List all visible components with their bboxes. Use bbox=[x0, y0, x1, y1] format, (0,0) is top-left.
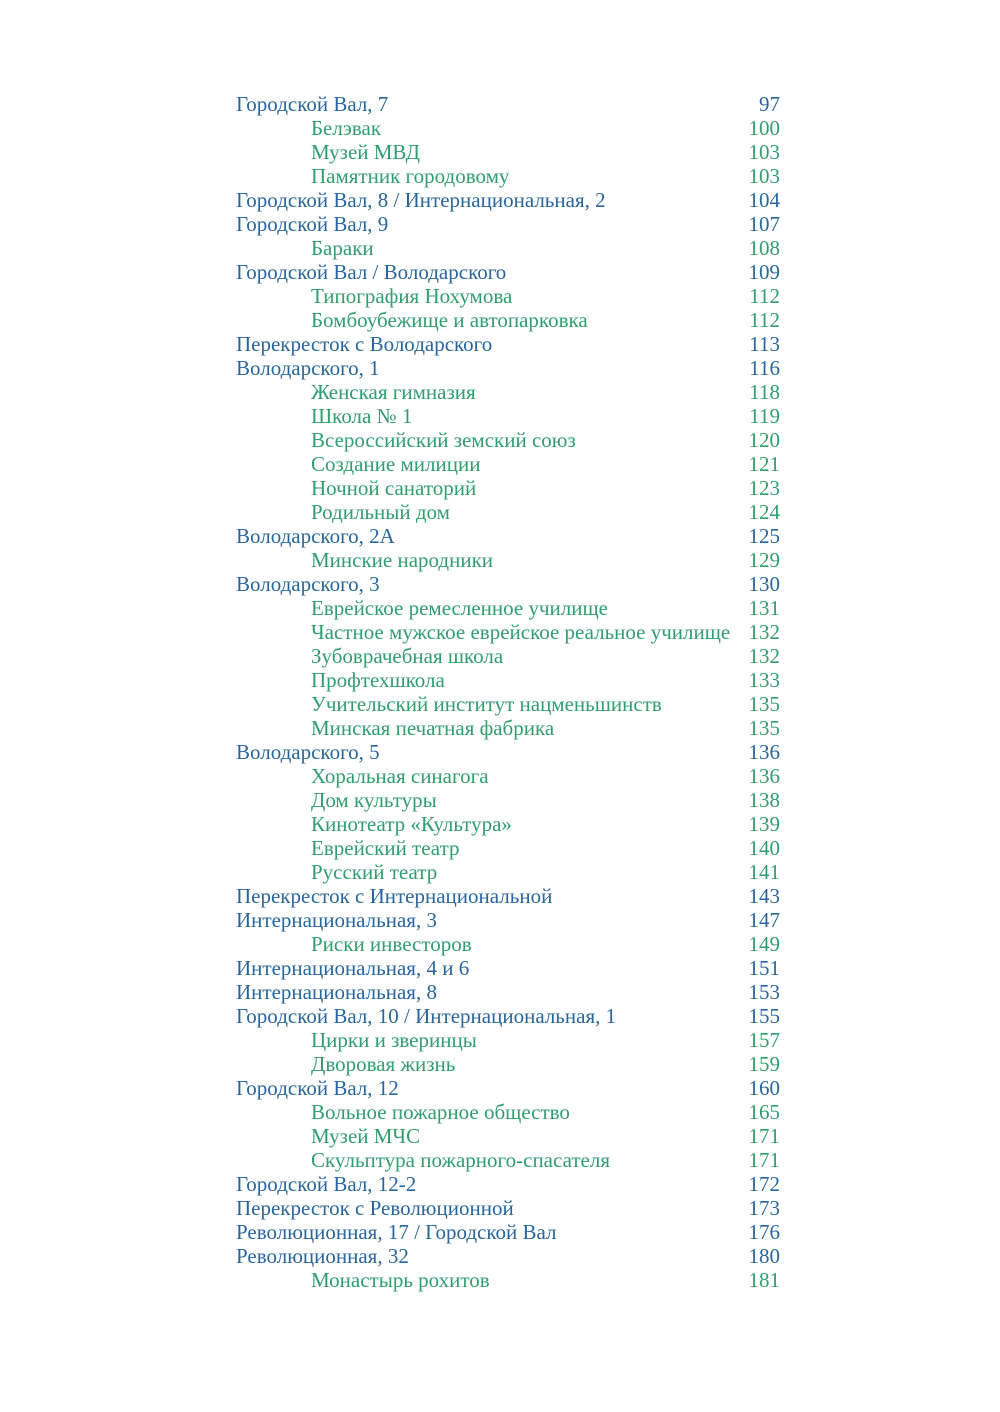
toc-row bbox=[236, 500, 780, 524]
toc-row bbox=[236, 932, 780, 956]
toc-entry-label: Минские народники bbox=[311, 548, 494, 572]
toc-entry-page-number: 109 bbox=[748, 260, 780, 284]
toc-entry-label: Перекресток с Революционной bbox=[236, 1196, 514, 1220]
toc-row bbox=[236, 116, 780, 140]
toc-entry-page-number: 130 bbox=[748, 572, 780, 596]
toc-list bbox=[236, 92, 780, 1292]
toc-entry-page-number: 138 bbox=[748, 788, 780, 812]
toc-entry-page-number: 136 bbox=[748, 740, 780, 764]
toc-entry-label: Городской Вал, 9 bbox=[236, 212, 389, 236]
toc-entry-label: Монастырь рохитов bbox=[311, 1268, 490, 1292]
toc-entry-page-number: 160 bbox=[748, 1076, 780, 1100]
toc-row bbox=[236, 1148, 780, 1172]
toc-entry-page-number: 165 bbox=[748, 1100, 780, 1124]
toc-entry-page-number: 180 bbox=[748, 1244, 780, 1268]
toc-entry-label: Белэвак bbox=[311, 116, 382, 140]
toc-entry-label: Перекресток с Интернациональной bbox=[236, 884, 553, 908]
toc-entry-page-number: 112 bbox=[749, 308, 780, 332]
toc-entry-label: Бомбоубежище и автопарковка bbox=[311, 308, 588, 332]
toc-row bbox=[236, 860, 780, 884]
toc-row bbox=[236, 1028, 780, 1052]
toc-row bbox=[236, 164, 780, 188]
toc-entry-label: Еврейское ремесленное училище bbox=[311, 596, 608, 620]
toc-row bbox=[236, 572, 780, 596]
toc-row bbox=[236, 1220, 780, 1244]
toc-entry-page-number: 123 bbox=[748, 476, 780, 500]
toc-entry-label: Русский театр bbox=[311, 860, 438, 884]
toc-entry-label: Типография Нохумова bbox=[311, 284, 513, 308]
toc-entry-page-number: 171 bbox=[748, 1148, 780, 1172]
toc-entry-page-number: 104 bbox=[748, 188, 780, 212]
toc-entry-label: Интернациональная, 4 и 6 bbox=[236, 956, 470, 980]
toc-row bbox=[236, 596, 780, 620]
toc-entry-page-number: 149 bbox=[748, 932, 780, 956]
toc-entry-label: Ночной санаторий bbox=[311, 476, 477, 500]
toc-row bbox=[236, 836, 780, 860]
toc-entry-label: Бараки bbox=[311, 236, 374, 260]
toc-row bbox=[236, 308, 780, 332]
toc-entry-label: Дом культуры bbox=[311, 788, 437, 812]
toc-entry-page-number: 157 bbox=[748, 1028, 780, 1052]
toc-entry-label: Учительский институт нацменьшинств bbox=[311, 692, 662, 716]
toc-row bbox=[236, 380, 780, 404]
toc-entry-page-number: 147 bbox=[748, 908, 780, 932]
toc-entry-page-number: 135 bbox=[748, 716, 780, 740]
toc-row bbox=[236, 332, 780, 356]
toc-row bbox=[236, 188, 780, 212]
toc-entry-label: Музей МВД bbox=[311, 140, 420, 164]
toc-entry-page-number: 129 bbox=[748, 548, 780, 572]
toc-entry-label: Городской Вал, 12 bbox=[236, 1076, 399, 1100]
toc-entry-label: Володарского, 2А bbox=[236, 524, 395, 548]
toc-entry-page-number: 140 bbox=[748, 836, 780, 860]
toc-row bbox=[236, 620, 780, 644]
toc-row bbox=[236, 908, 780, 932]
toc-entry-label: Школа № 1 bbox=[311, 404, 413, 428]
toc-entry-page-number: 120 bbox=[748, 428, 780, 452]
toc-entry-label: Памятник городовому bbox=[311, 164, 510, 188]
toc-entry-page-number: 132 bbox=[748, 620, 780, 644]
toc-entry-page-number: 143 bbox=[748, 884, 780, 908]
toc-entry-page-number: 131 bbox=[748, 596, 780, 620]
toc-entry-page-number: 139 bbox=[748, 812, 780, 836]
toc-row bbox=[236, 1004, 780, 1028]
toc-entry-page-number: 103 bbox=[748, 164, 780, 188]
toc-entry-page-number: 103 bbox=[748, 140, 780, 164]
toc-row bbox=[236, 716, 780, 740]
toc-row bbox=[236, 356, 780, 380]
toc-row bbox=[236, 476, 780, 500]
toc-row bbox=[236, 284, 780, 308]
toc-row bbox=[236, 140, 780, 164]
toc-entry-label: Музей МЧС bbox=[311, 1124, 421, 1148]
toc-row bbox=[236, 644, 780, 668]
toc-entry-page-number: 141 bbox=[748, 860, 780, 884]
toc-entry-page-number: 135 bbox=[748, 692, 780, 716]
toc-entry-label: Хоральная синагога bbox=[311, 764, 489, 788]
toc-row bbox=[236, 236, 780, 260]
toc-entry-label: Цирки и зверинцы bbox=[311, 1028, 477, 1052]
toc-entry-label: Революционная, 17 / Городской Вал bbox=[236, 1220, 557, 1244]
toc-entry-page-number: 176 bbox=[748, 1220, 780, 1244]
toc-entry-label: Кинотеатр «Культура» bbox=[311, 812, 512, 836]
toc-entry-page-number: 112 bbox=[749, 284, 780, 308]
toc-entry-page-number: 172 bbox=[748, 1172, 780, 1196]
toc-entry-page-number: 113 bbox=[749, 332, 780, 356]
toc-entry-label: Профтехшкола bbox=[311, 668, 445, 692]
toc-entry-label: Городской Вал, 7 bbox=[236, 92, 389, 116]
toc-entry-label: Перекресток с Володарского bbox=[236, 332, 493, 356]
toc-row bbox=[236, 788, 780, 812]
toc-row bbox=[236, 260, 780, 284]
toc-entry-label: Еврейский театр bbox=[311, 836, 460, 860]
toc-entry-label: Минская печатная фабрика bbox=[311, 716, 555, 740]
toc-row bbox=[236, 524, 780, 548]
toc-row bbox=[236, 1244, 780, 1268]
toc-entry-page-number: 108 bbox=[748, 236, 780, 260]
toc-row bbox=[236, 980, 780, 1004]
toc-row bbox=[236, 92, 780, 116]
toc-entry-label: Скульптура пожарного-спасателя bbox=[311, 1148, 610, 1172]
toc-entry-page-number: 155 bbox=[748, 1004, 780, 1028]
toc-entry-label: Городской Вал, 10 / Интернациональная, 1 bbox=[236, 1004, 617, 1028]
toc-entry-page-number: 97 bbox=[759, 92, 780, 116]
toc-entry-label: Родильный дом bbox=[311, 500, 450, 524]
toc-row bbox=[236, 212, 780, 236]
toc-entry-page-number: 181 bbox=[748, 1268, 780, 1292]
toc-entry-label: Городской Вал / Володарского bbox=[236, 260, 507, 284]
toc-entry-label: Володарского, 3 bbox=[236, 572, 380, 596]
toc-entry-page-number: 159 bbox=[748, 1052, 780, 1076]
toc-row bbox=[236, 1052, 780, 1076]
toc-entry-label: Зубоврачебная школа bbox=[311, 644, 504, 668]
toc-entry-page-number: 133 bbox=[748, 668, 780, 692]
toc-entry-page-number: 151 bbox=[748, 956, 780, 980]
toc-row bbox=[236, 764, 780, 788]
toc-entry-label: Интернациональная, 8 bbox=[236, 980, 437, 1004]
toc-entry-label: Создание милиции bbox=[311, 452, 481, 476]
toc-row bbox=[236, 1124, 780, 1148]
toc-row bbox=[236, 812, 780, 836]
toc-entry-label: Женская гимназия bbox=[311, 380, 476, 404]
toc-row bbox=[236, 1100, 780, 1124]
toc-row bbox=[236, 884, 780, 908]
toc-row bbox=[236, 692, 780, 716]
toc-entry-page-number: 121 bbox=[748, 452, 780, 476]
toc-entry-page-number: 136 bbox=[748, 764, 780, 788]
toc-entry-label: Володарского, 1 bbox=[236, 356, 380, 380]
toc-row bbox=[236, 548, 780, 572]
toc-row bbox=[236, 404, 780, 428]
toc-entry-page-number: 100 bbox=[748, 116, 780, 140]
toc-entry-page-number: 171 bbox=[748, 1124, 780, 1148]
toc-row bbox=[236, 1196, 780, 1220]
toc-entry-label: Революционная, 32 bbox=[236, 1244, 409, 1268]
toc-entry-page-number: 116 bbox=[749, 356, 780, 380]
toc-row bbox=[236, 668, 780, 692]
toc-entry-label: Дворовая жизнь bbox=[311, 1052, 456, 1076]
toc-entry-label: Частное мужское еврейское реальное училище bbox=[311, 620, 731, 644]
toc-entry-label: Городской Вал, 12-2 bbox=[236, 1172, 417, 1196]
toc-entry-page-number: 107 bbox=[748, 212, 780, 236]
toc-row bbox=[236, 956, 780, 980]
toc-entry-page-number: 132 bbox=[748, 644, 780, 668]
toc-entry-page-number: 124 bbox=[748, 500, 780, 524]
toc-row bbox=[236, 1172, 780, 1196]
toc-entry-label: Интернациональная, 3 bbox=[236, 908, 437, 932]
toc-entry-page-number: 118 bbox=[749, 380, 780, 404]
toc-row bbox=[236, 452, 780, 476]
toc-row bbox=[236, 428, 780, 452]
toc-entry-label: Вольное пожарное общество bbox=[311, 1100, 570, 1124]
toc-entry-page-number: 173 bbox=[748, 1196, 780, 1220]
toc-entry-label: Риски инвесторов bbox=[311, 932, 472, 956]
toc-row bbox=[236, 740, 780, 764]
toc-entry-page-number: 125 bbox=[748, 524, 780, 548]
toc-row bbox=[236, 1268, 780, 1292]
toc-row bbox=[236, 1076, 780, 1100]
toc-entry-label: Володарского, 5 bbox=[236, 740, 380, 764]
toc-entry-page-number: 119 bbox=[749, 404, 780, 428]
toc-entry-label: Городской Вал, 8 / Интернациональная, 2 bbox=[236, 188, 606, 212]
toc-entry-label: Всероссийский земский союз bbox=[311, 428, 576, 452]
toc-entry-page-number: 153 bbox=[748, 980, 780, 1004]
